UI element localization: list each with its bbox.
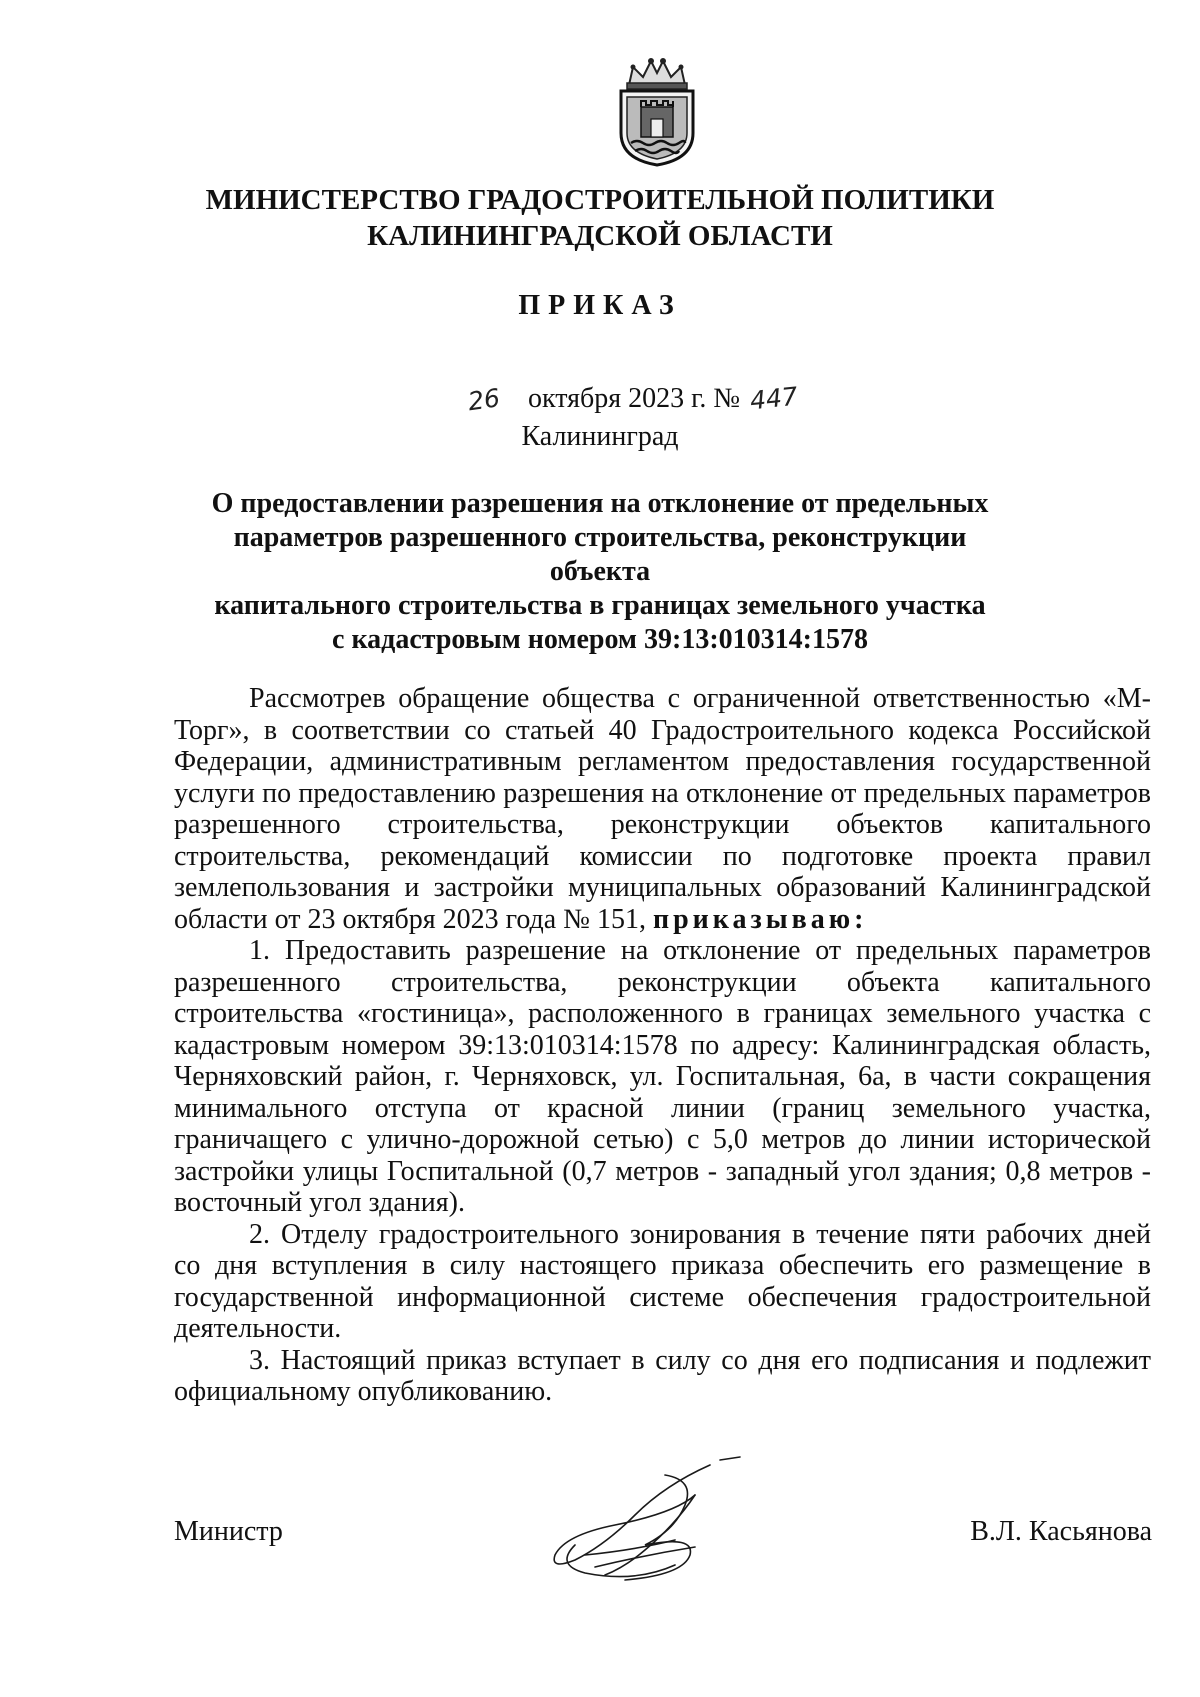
order-item-2: 2. Отделу градостроительного зонирования в течение пяти рабочих дней со дня вступления в силу настоящего приказа обеспечить его размещение в государственной информационной системе обеспечения градостроительной деятельности. xyxy=(174,1218,1151,1344)
order-city: Калининград xyxy=(521,421,679,452)
ministry-name-line2: КАЛИНИНГРАДСКОЙ ОБЛАСТИ xyxy=(367,220,833,252)
handwritten-signature-icon xyxy=(545,1455,755,1590)
subject-line1: О предоставлении разрешения на отклонение от предельных xyxy=(211,488,989,519)
coat-of-arms-icon xyxy=(615,55,699,167)
preamble-text: Рассмотрев обращение общества с ограниченной ответственностью «М-Торг», в соответствии со статьей 40 Градостроительного кодекса Российской Федерации, административным регламентом предоставления государственной услуги по предоставлению разрешения на отклонение от предельных параметров разрешенного строительства, реконструкции объектов капитального строительства, рекомендаций комиссии по подготовке проекта правил землепользования и застройки муниципальных образований Калининградской области от 23 октября 2023 года № 151, xyxy=(174,683,1151,935)
order-subject xyxy=(190,487,1010,657)
order-body xyxy=(174,683,1151,1408)
order-date-text: октября 2023 г. № xyxy=(528,383,741,414)
ministry-name-line1: МИНИСТЕРСТВО ГРАДОСТРОИТЕЛЬНОЙ ПОЛИТИКИ xyxy=(205,184,995,216)
signer-position: Министр xyxy=(174,1516,283,1547)
order-title: ПРИКАЗ xyxy=(518,290,682,321)
order-number-handwritten: 447 xyxy=(748,381,800,416)
order-date-line xyxy=(468,383,798,415)
order-item-1: 1. Предоставить разрешение на отклонение от предельных параметров разрешенного строительства, реконструкции объекта капитального строительства «гостиница», расположенного в границах земельного участка с кадастровым номером 39:13:010314:1578 по адресу: Калининградская область, Черняховский район, г. Черняховск, ул. Госпитальная, 6а, в части сокращения минимального отступа от красной линии (границ земельного участка, граничащего с улично-дорожной сетью) с 5,0 метров до линии исторической застройки улицы Госпитальной (0,7 метров - западный угол здания; 0,8 метров - восточный угол здания). xyxy=(174,935,1151,1218)
order-day-handwritten: 26 xyxy=(466,383,502,417)
subject-line4: с кадастровым номером 39:13:010314:1578 xyxy=(332,624,868,655)
order-word: приказываю: xyxy=(652,903,868,935)
preamble-paragraph xyxy=(174,683,1151,935)
signer-name: В.Л. Касьянова xyxy=(970,1516,1152,1547)
ministry-name xyxy=(150,182,1050,254)
order-item-3: 3. Настоящий приказ вступает в силу со дня его подписания и подлежит официальному опубликованию. xyxy=(174,1344,1151,1407)
subject-line2: параметров разрешенного строительства, реконструкции объекта xyxy=(233,522,967,587)
subject-line3: капитального строительства в границах земельного участка xyxy=(214,590,986,621)
